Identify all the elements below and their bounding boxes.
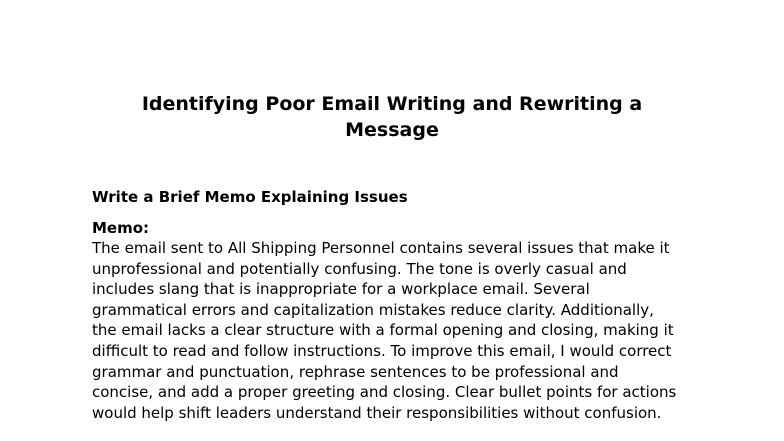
memo-label: Memo:: [92, 219, 150, 237]
memo-line: concise, and add a proper greeting and closing. Clear bullet points for actions: [92, 383, 677, 402]
memo-line: grammatical errors and capitalization mistakes reduce clarity. Additionally,: [92, 300, 654, 319]
memo-body: [92, 238, 676, 423]
memo-line: difficult to read and follow instructions. To improve this email, I would correct: [92, 341, 672, 360]
memo-line: includes slang that is inappropriate for a workplace email. Several: [92, 280, 590, 299]
memo-line: would help shift leaders understand their responsibilities without confusion.: [92, 403, 662, 422]
section-heading: Write a Brief Memo Explaining Issues: [92, 188, 408, 206]
memo-line: grammar and punctuation, rephrase sentences to be professional and: [92, 362, 619, 381]
memo-line: the email lacks a clear structure with a formal opening and closing, making it: [92, 321, 674, 340]
memo-line: The email sent to All Shipping Personnel contains several issues that make it: [92, 239, 670, 257]
page-title: Identifying Poor Email Writing and Rewriting a Message: [141, 93, 643, 141]
memo-line: unprofessional and potentially confusing. The tone is overly casual and: [92, 259, 627, 278]
